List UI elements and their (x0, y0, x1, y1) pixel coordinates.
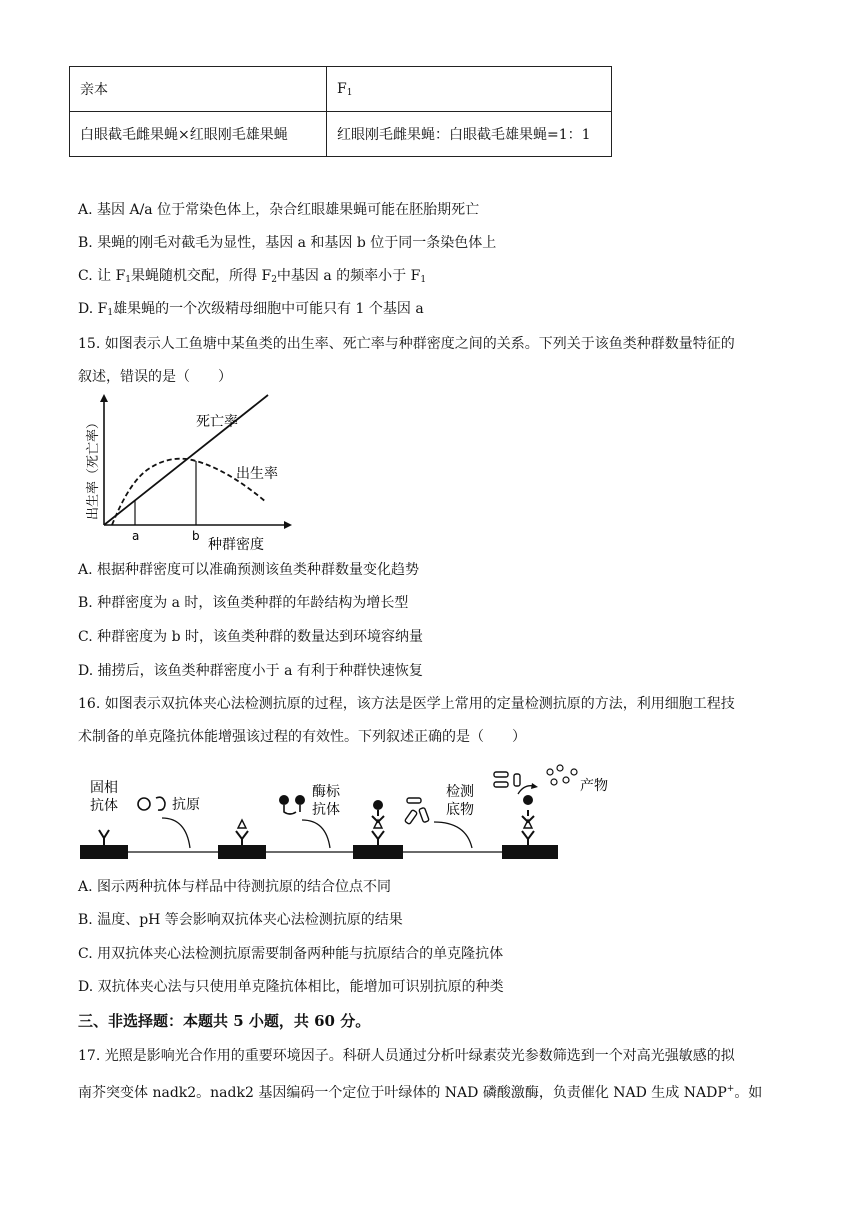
label-enzyme-antibody-2: 抗体 (312, 802, 340, 818)
y-axis-arrow (100, 394, 108, 402)
arrow-curve-2 (302, 820, 330, 848)
table-cell-parent: 白眼截毛雌果蝇×红眼刚毛雄果蝇 (70, 112, 327, 157)
q16-option-d: D. 双抗体夹心法与只使用单克隆抗体相比，能增加可识别抗原的种类 (78, 979, 504, 995)
series-line-death-rate (104, 395, 268, 525)
x-tick-b: b (192, 529, 200, 543)
table-row (70, 112, 612, 157)
plate-3 (353, 845, 403, 859)
x-tick-a: a (132, 529, 140, 543)
q16-option-a: A. 图示两种抗体与样品中待测抗原的结合位点不同 (78, 879, 392, 895)
plate-1 (80, 845, 128, 859)
antigen-icon-2 (156, 797, 165, 810)
q17-line1: 17. 光照是影响光合作用的重要环境因子。科研人员通过分析叶绿素荧光参数筛选到一个对高光强敏感的拟 (78, 1048, 735, 1064)
table-cell-f1: 红眼刚毛雌果蝇：白眼截毛雄果蝇=1：1 (327, 112, 612, 157)
label-substrate-2: 底物 (446, 802, 474, 818)
plate-2 (218, 845, 266, 859)
table-header-f1: $F_1$ (327, 67, 612, 112)
q15-option-d: D. 捕捞后，该鱼类种群密度小于 a 有利于种群快速恢复 (78, 663, 423, 679)
q16-option-b: B. 温度、pH 等会影响双抗体夹心法检测抗原的结果 (78, 912, 403, 928)
cross-table (69, 66, 612, 157)
bound-antibody-icon (236, 831, 248, 845)
q15-stem-line1: 15. 如图表示人工鱼塘中某鱼类的出生率、死亡率与种群密度之间的关系。下列关于该鱼类种群数量特征的 (78, 336, 735, 352)
legend-birth-rate: 出生率 (236, 466, 278, 482)
density-rate-chart (78, 392, 298, 552)
sandwich-complex-icon (373, 800, 383, 810)
q16-stem-line2: 术制备的单克隆抗体能增强该过程的有效性。下列叙述正确的是（ ） (78, 729, 526, 745)
table-header-row (70, 67, 612, 112)
q14-option-d: D. $F_1$雄果蝇的一个次级精母细胞中可能只有 1 个基因 a (78, 301, 424, 318)
q15-stem-line2: 叙述，错误的是（ ） (78, 369, 232, 385)
q15-option-c: C. 种群密度为 b 时，该鱼类种群的数量达到环境容纳量 (78, 629, 423, 645)
table-header-parent: 亲本 (70, 67, 327, 112)
label-solid-antibody-2: 抗体 (90, 798, 118, 814)
label-substrate-1: 检测 (446, 784, 474, 800)
section-3-heading: 三、非选择题：本题共 5 小题，共 60 分。 (78, 1012, 371, 1030)
label-antigen: 抗原 (172, 797, 200, 813)
arrow-curve-3 (434, 822, 472, 848)
plate-4 (502, 845, 558, 859)
label-enzyme-antibody-1: 酶标 (312, 784, 340, 800)
product-icon (547, 765, 577, 785)
q16-stem-line1: 16. 如图表示双抗体夹心法检测抗原的过程，该方法是医学上常用的定量检测抗原的方法，利用细胞工程技 (78, 696, 735, 712)
q14-option-a: A. 基因 A/a 位于常染色体上，杂合红眼雄果蝇可能在胚胎期死亡 (78, 202, 480, 218)
substrate-icon (407, 798, 421, 803)
x-axis-label: 种群密度 (208, 537, 264, 552)
arrow-curve-1 (162, 818, 190, 848)
q14-option-c: C. 让 $F_1$果蝇随机交配，所得 $F_2$中基因 a 的频率小于 $F_1$ (78, 268, 427, 285)
label-product: 产物 (580, 778, 608, 794)
antigen-icon (138, 798, 150, 810)
sandwich-elisa-diagram (78, 760, 638, 870)
q14-option-b: B. 果蝇的刚毛对截毛为显性，基因 a 和基因 b 位于同一条染色体上 (78, 235, 497, 251)
x-axis-arrow (284, 521, 292, 529)
label-solid-antibody-1: 固相 (90, 780, 118, 796)
legend-death-rate: 死亡率 (196, 414, 238, 430)
q17-line2: 南芥突变体 nadk2。nadk2 基因编码一个定位于叶绿体的 NAD 磷酸激酶，负责催化 NAD 生成 NADP+。如 (78, 1084, 763, 1101)
bound-antigen-icon (238, 820, 246, 828)
enzyme-antibody-icon (279, 795, 289, 805)
y-axis-label: 出生率（死亡率） (86, 415, 101, 520)
q15-option-a: A. 根据种群密度可以准确预测该鱼类种群数量变化趋势 (78, 562, 420, 578)
q16-option-c: C. 用双抗体夹心法检测抗原需要制备两种能与抗原结合的单克隆抗体 (78, 946, 504, 962)
q15-option-b: B. 种群密度为 a 时，该鱼类种群的年龄结构为增长型 (78, 595, 409, 611)
solid-antibody-icon (99, 830, 109, 845)
